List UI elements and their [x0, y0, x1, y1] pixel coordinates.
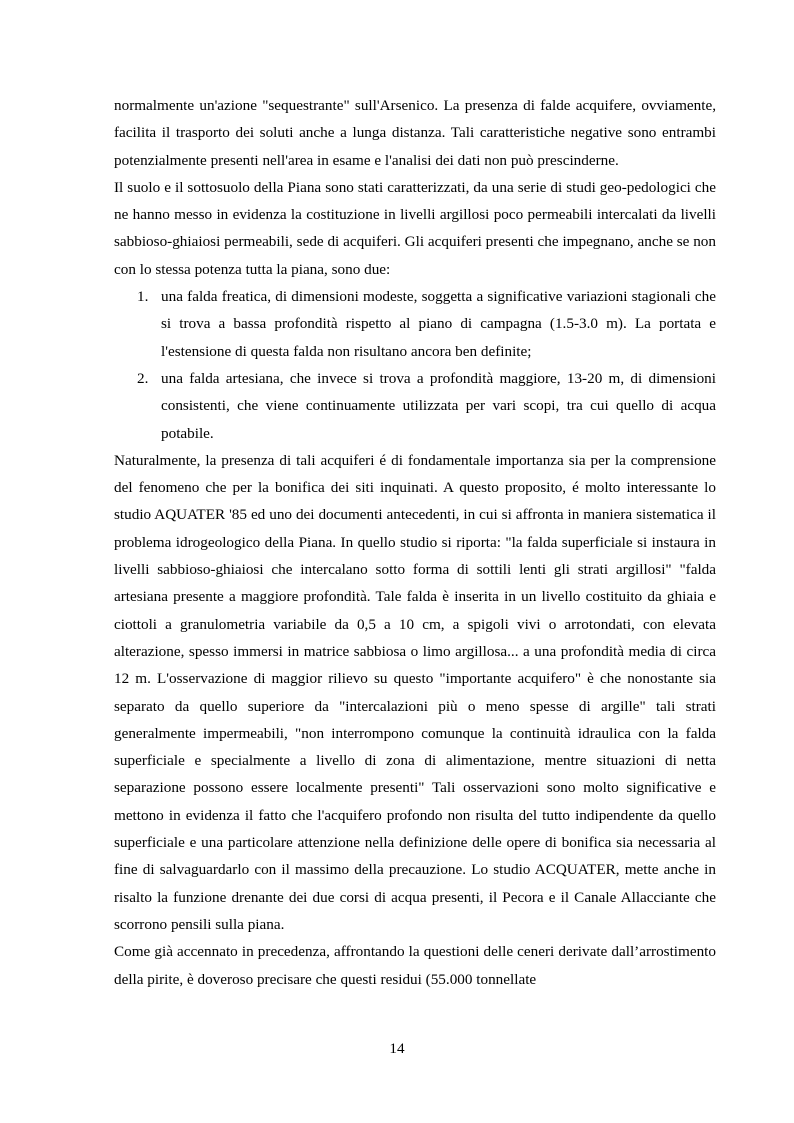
list-item-number: 2.: [137, 369, 149, 387]
list-item-number: 1.: [137, 288, 149, 306]
page-number: 14: [389, 1040, 405, 1057]
list-item-text: una falda freatica, di dimensioni modeste, soggetta a significative variazioni stagionali che si trova a bassa profondità rispetto al piano di campagna (1.5-3.0 m). La portata e l'estensione di questa falda non risultano ancora ben definite;: [161, 288, 716, 360]
paragraph-naturalmente: Naturalmente, la presenza di tali acquiferi é di fondamentale importanza sia per la comprensione del fenomeno che per la bonifica dei siti inquinati. A questo proposito, é molto interessante lo studio AQUATER '85 ed uno dei documenti antecedenti, in cui si affronta in maniera sistematica il problema idrogeologico della Piana. In quello studio si riporta: "la falda superficiale si instaura in livelli sabbioso-ghiaiosi che intercalano sotto forma di sottili lenti gli strati argillosi" "falda artesiana presente a maggiore profondità. Tale falda è inserita in un livello costituito da ghiaia e ciottoli a granulometria variabile da 0,5 a 10 cm, a spigoli vivi o arrotondati, con elevata alterazione, spesso immersi in matrice sabbiosa o limo argillosa... a una profondità media di circa 12 m. L'osservazione di maggior rilievo su questo "importante acquifero" è che nonostante sia separato da quello superiore da "intercalazioni più o meno spesse di argille" tali strati generalmente impermeabili, "non interrompono comunque la continuità idraulica con la falda superficiale e specialmente a livello di zona di alimentazione, mentre situazioni di netta separazione possono essere localmente presenti" Tali osservazioni sono molto significative e mettono in evidenza il fatto che l'acquifero profondo non risulta del tutto indipendente da quello superficiale e una particolare attenzione nella definizione delle opere di bonifica sia necessaria al fine di salvaguardarlo con il massimo della precauzione. Lo studio ACQUATER, mette anche in risalto la funzione drenante dei due corsi di acqua presenti, il Pecora e il Canale Allacciante che scorrono pensili sulla piana.: [114, 451, 716, 933]
aquifer-list: [114, 283, 716, 447]
body-text: [114, 92, 716, 993]
paragraph-suolo: Il suolo e il sottosuolo della Piana sono stati caratterizzati, da una serie di studi geo-pedologici che ne hanno messo in evidenza la costituzione in livelli argillosi poco permeabili intercalati da livelli sabbioso-ghiaiosi permeabili, sede di acquiferi. Gli acquiferi presenti che impegnano, anche se non con lo stessa potenza tutta la piana, sono due:: [114, 178, 716, 278]
list-item: [137, 365, 716, 447]
list-item-text: una falda artesiana, che invece si trova a profondità maggiore, 13-20 m, di dimensioni consistenti, che viene continuamente utilizzata per vari scopi, tra cui quello di acqua potabile.: [161, 369, 716, 442]
paragraph-arsenico: normalmente un'azione "sequestrante" sull'Arsenico. La presenza di falde acquifere, ovviamente, facilita il trasporto dei soluti anche a lunga distanza. Tali caratteristiche negative sono entrambi potenzialmente presenti nell'area in esame e l'analisi dei dati non può prescinderne.: [114, 97, 716, 169]
list-item: [137, 283, 716, 365]
paragraph-ceneri: Come già accennato in precedenza, affrontando la questioni delle ceneri derivate dall’arrostimento della pirite, è doveroso precisare che questi residui (55.000 tonnellate: [114, 943, 716, 988]
